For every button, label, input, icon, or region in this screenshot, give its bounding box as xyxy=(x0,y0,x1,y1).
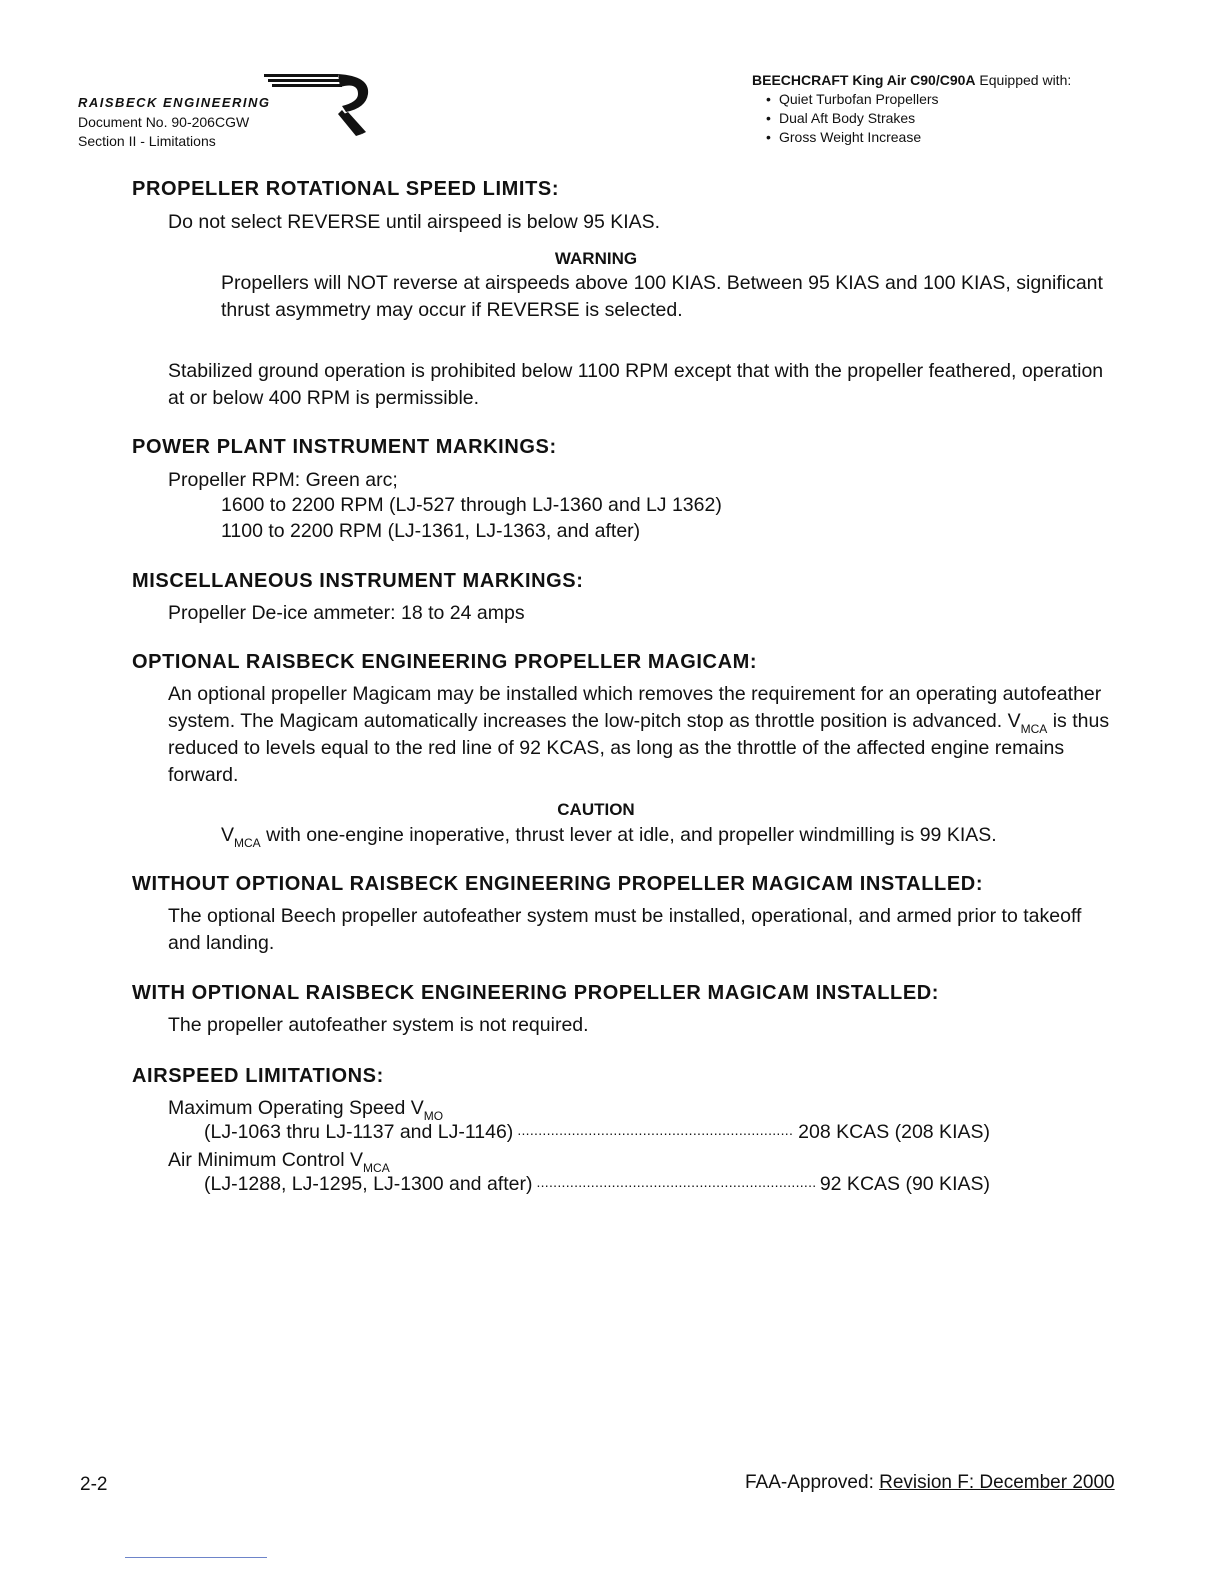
footer-divider xyxy=(125,1557,267,1558)
aircraft-suffix: Equipped with: xyxy=(975,72,1072,88)
equipment-list xyxy=(766,90,939,147)
with-magicam-text: The propeller autofeather system is not required. xyxy=(168,1014,589,1036)
section-title: Section II - Limitations xyxy=(78,133,216,149)
vmca-value: 92 KCAS (90 KIAS) xyxy=(819,1173,990,1195)
caution-body: with one-engine inoperative, thrust lever at idle, and propeller windmilling is 99 KIAS. xyxy=(260,824,997,846)
misc-line1: Propeller De-ice ammeter: 18 to 24 amps xyxy=(168,602,525,624)
caution-subscript: MCA xyxy=(234,836,261,850)
heading-power-plant: POWER PLANT INSTRUMENT MARKINGS: xyxy=(132,436,557,458)
prop-speed-p2: Stabilized ground operation is prohibited below 1100 RPM except that with the propeller feathered, operation at or below 400 RPM is permissible. xyxy=(168,360,1104,409)
vmo-value: 208 KCAS (208 KIAS) xyxy=(798,1121,990,1143)
heading-with-magicam: WITH OPTIONAL RAISBECK ENGINEERING PROPELLER MAGICAM INSTALLED: xyxy=(132,982,940,1004)
list-item: • Quiet Turbofan Propellers xyxy=(766,90,939,109)
brand-name: RAISBECK ENGINEERING xyxy=(78,95,271,110)
power-plant-line2: 1600 to 2200 RPM (LJ-527 through LJ-1360 and LJ 1362) xyxy=(221,494,722,516)
vmo-subscript: MO xyxy=(423,1109,444,1123)
dot-leader xyxy=(536,1173,815,1196)
heading-airspeed: AIRSPEED LIMITATIONS: xyxy=(132,1065,384,1087)
list-item: • Dual Aft Body Strakes xyxy=(766,109,939,128)
magicam-text-b: is thus reduced to levels equal to the red line of 92 KCAS, as long as the throttle of the affected engine remains forward. xyxy=(168,710,1110,786)
prop-speed-p1: Do not select REVERSE until airspeed is below 95 KIAS. xyxy=(168,211,661,233)
vmca-label-text: Air Minimum Control V xyxy=(168,1149,364,1171)
caution-v: V xyxy=(221,824,235,846)
document-number: Document No. 90-206CGW xyxy=(78,114,250,130)
list-item: • Gross Weight Increase xyxy=(766,128,939,147)
warning-label: WARNING xyxy=(554,249,638,268)
heading-prop-speed: PROPELLER ROTATIONAL SPEED LIMITS: xyxy=(132,178,560,200)
magicam-text-a: An optional propeller Magicam may be installed which removes the requirement for an operating autofeather system. The Magicam automatically increases the low-pitch stop as throttle position is advanced. V xyxy=(168,683,1102,732)
power-plant-line1: Propeller RPM: Green arc; xyxy=(168,469,398,491)
faa-approval-label: FAA-Approved: xyxy=(745,1472,880,1493)
vmo-row xyxy=(204,1121,990,1144)
page-number: 2-2 xyxy=(80,1474,108,1495)
dot-leader xyxy=(517,1121,794,1144)
revision-link[interactable]: Revision F: December 2000 xyxy=(879,1472,1115,1493)
heading-without-magicam: WITHOUT OPTIONAL RAISBECK ENGINEERING PROPELLER MAGICAM INSTALLED: xyxy=(132,873,984,895)
caution-label: CAUTION xyxy=(557,800,635,819)
warning-text: Propellers will NOT reverse at airspeeds above 100 KIAS. Between 95 KIAS and 100 KIAS, significant thrust asymmetry may occur if REVERSE is selected. xyxy=(221,272,1103,321)
power-plant-line3: 1100 to 2200 RPM (LJ-1361, LJ-1363, and after) xyxy=(221,520,641,542)
vmca-subscript: MCA xyxy=(363,1161,390,1175)
vmca-row xyxy=(204,1173,990,1196)
vmo-label-text: Maximum Operating Speed V xyxy=(168,1097,424,1119)
vmo-label xyxy=(168,1095,1113,1122)
vmca-label xyxy=(168,1147,1113,1174)
without-magicam-text: The optional Beech propeller autofeather system must be installed, operational, and armed prior to takeoff and landing. xyxy=(168,905,1082,954)
caution-text xyxy=(221,822,997,849)
magicam-text xyxy=(168,681,1113,789)
faa-approval xyxy=(745,1472,1115,1494)
vmca-range: (LJ-1288, LJ-1295, LJ-1300 and after) xyxy=(204,1173,533,1195)
heading-misc: MISCELLANEOUS INSTRUMENT MARKINGS: xyxy=(132,570,584,592)
heading-magicam: OPTIONAL RAISBECK ENGINEERING PROPELLER MAGICAM: xyxy=(132,651,758,673)
magicam-subscript: MCA xyxy=(1020,722,1048,736)
vmo-range: (LJ-1063 thru LJ-1137 and LJ-1146) xyxy=(204,1121,514,1143)
aircraft-model: BEECHCRAFT King Air C90/C90A xyxy=(752,72,976,88)
aircraft-title xyxy=(752,72,1071,88)
raisbeck-logo-icon xyxy=(258,72,378,142)
